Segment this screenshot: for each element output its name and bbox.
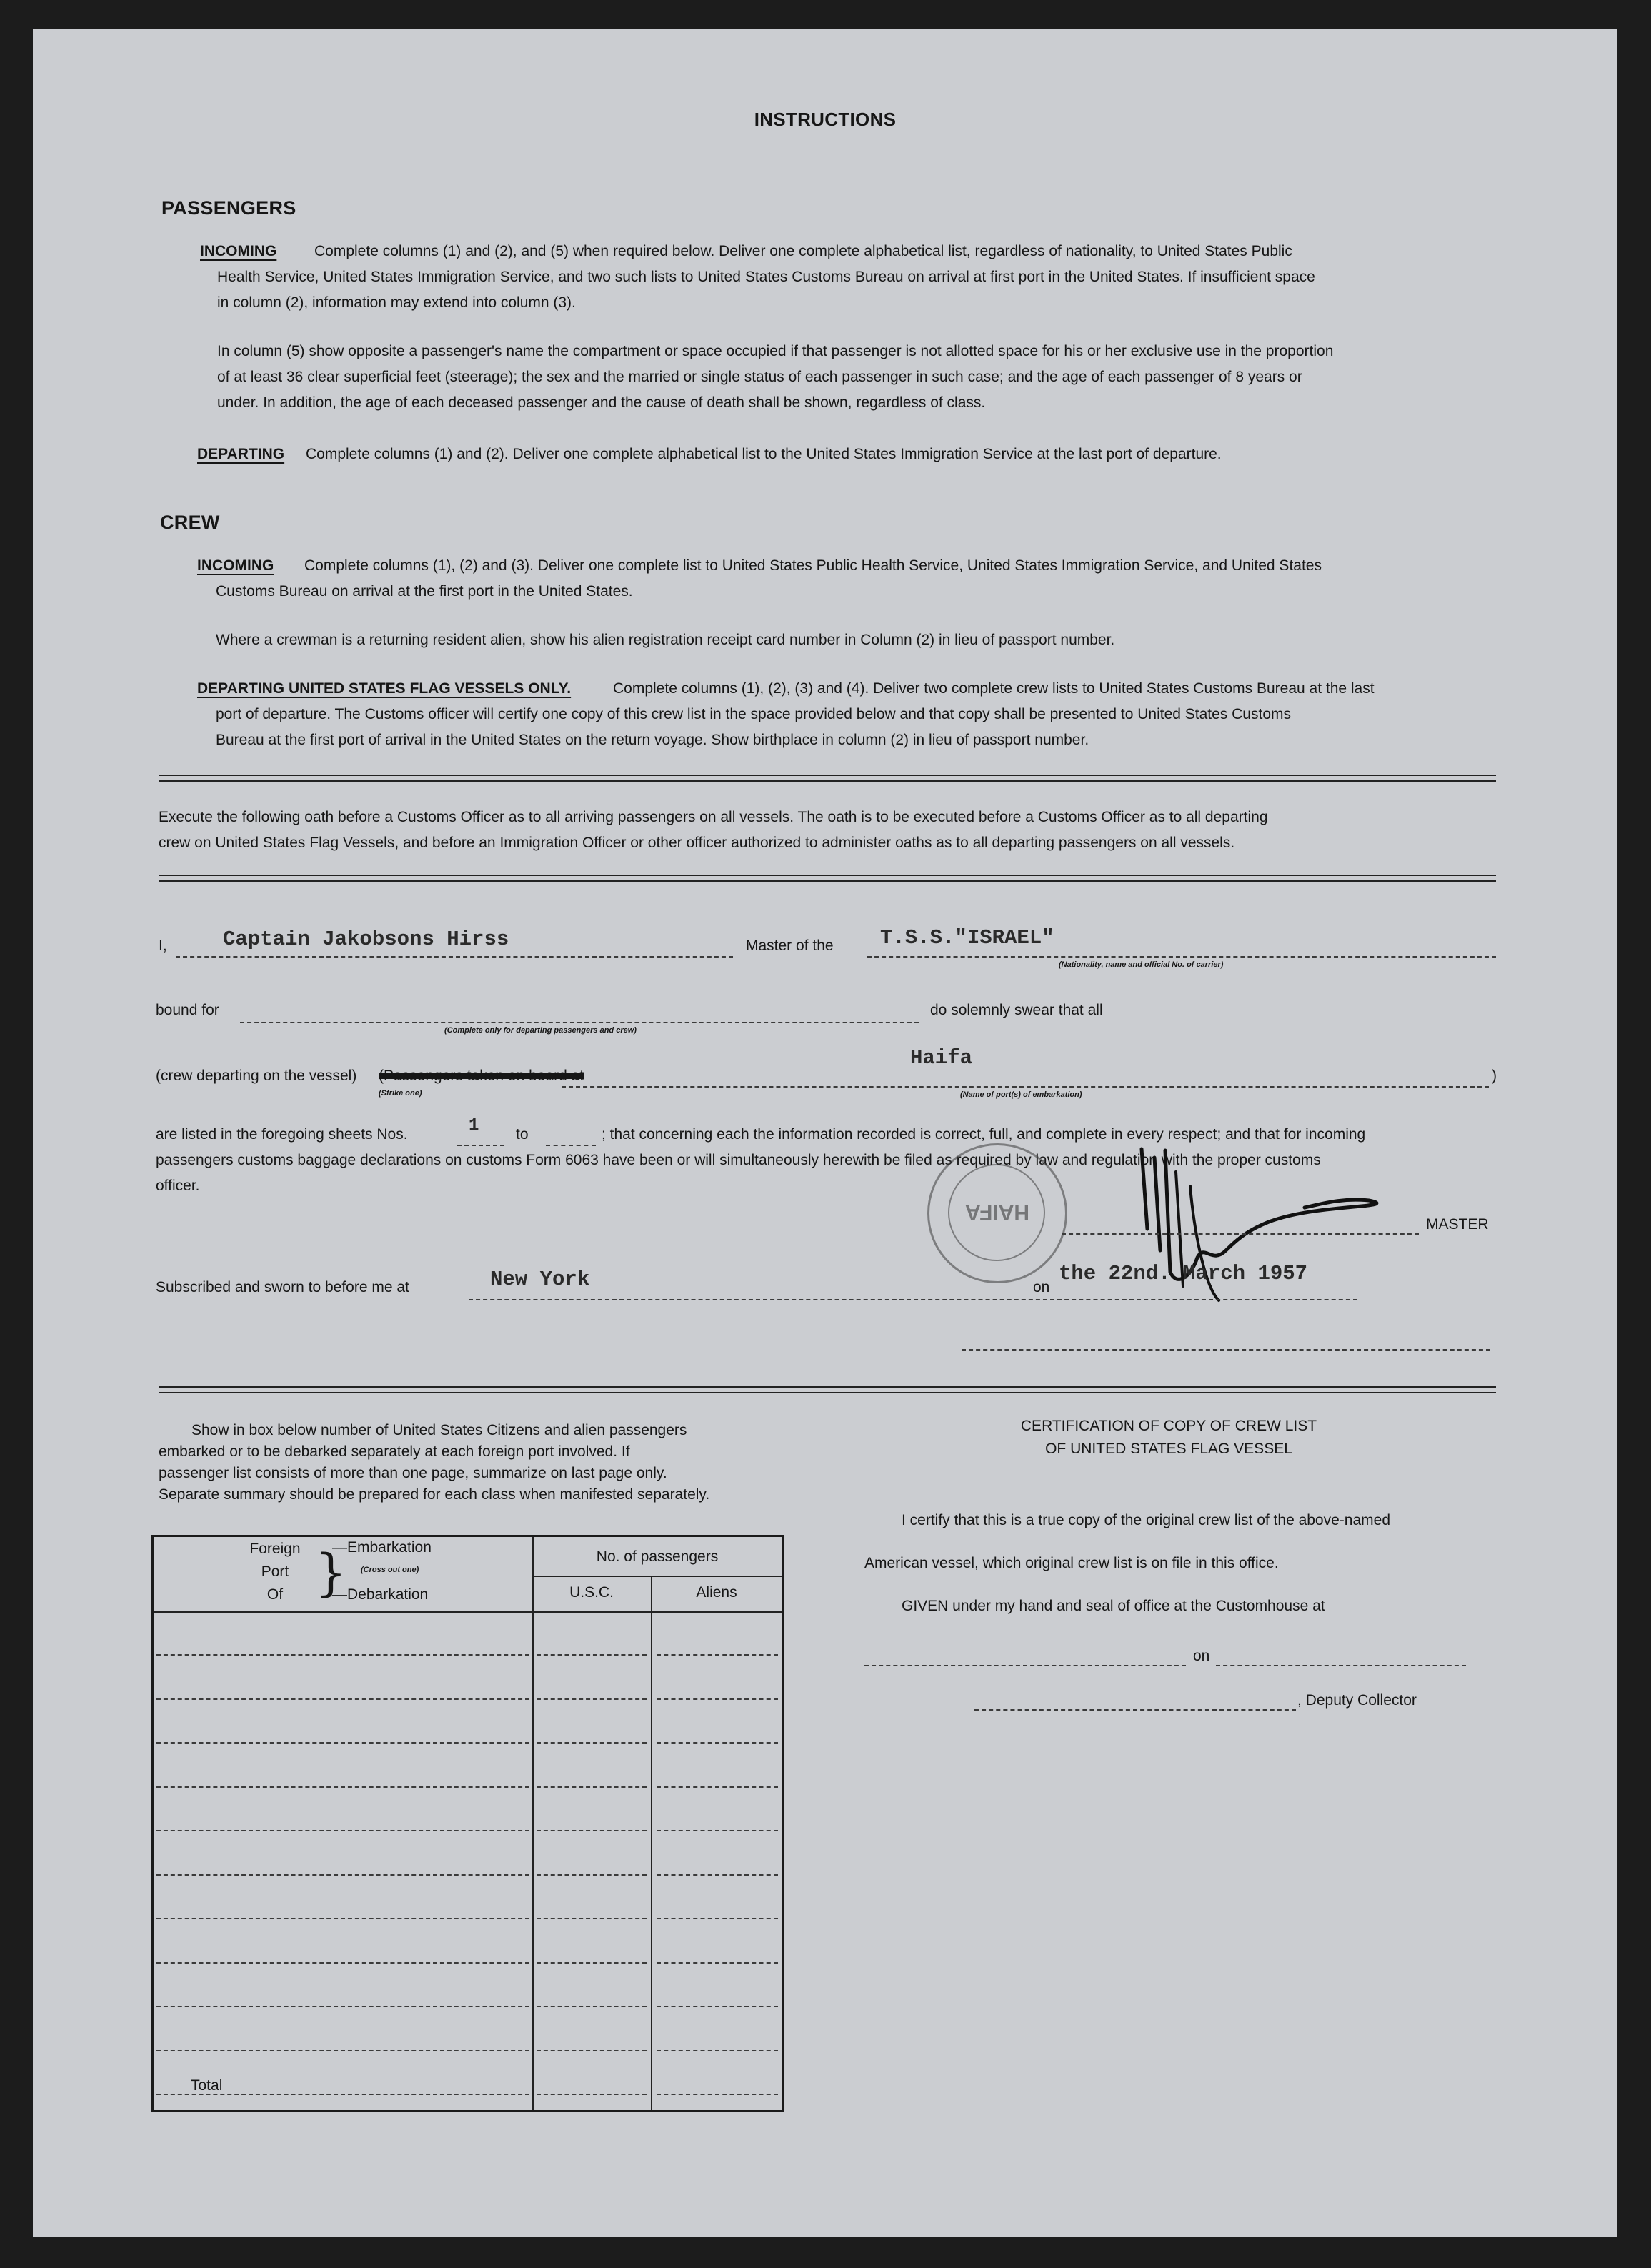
stamp-text: HAIFA (965, 1200, 1029, 1224)
sworn-date-value: the 22nd. March 1957 (1059, 1262, 1308, 1285)
certification-title-line2: OF UNITED STATES FLAG VESSEL (1045, 1441, 1292, 1457)
table-row-line (657, 1654, 778, 1656)
sheets-label: are listed in the foregoing sheets Nos. (156, 1126, 408, 1143)
table-row-line (156, 1698, 529, 1700)
table-header-debarkation: —Debarkation (332, 1586, 429, 1603)
sworn-date-line (1057, 1299, 1357, 1300)
oath-line2: passengers customs baggage declarations on customs Form 6063 have been or will simultaneously herewith be filed as required by law and regulation with the proper customs (156, 1152, 1321, 1168)
subscribed-label: Subscribed and sworn to before me at (156, 1279, 409, 1295)
passengers-departing-text: Complete columns (1) and (2). Deliver one complete alphabetical list to the United States Immigration Service at the last port of departure. (306, 446, 1222, 462)
customhouse-line (864, 1665, 1186, 1666)
vessel-line (867, 956, 1496, 958)
table-row-line (657, 1830, 778, 1831)
passengers-incoming-line2: Health Service, United States Immigration Service, and two such lists to United States Customs Bureau on arrival at first port in the United States. If insufficient space (217, 269, 1315, 285)
swear-label: do solemnly swear that all (930, 1002, 1103, 1018)
sworn-place-value: New York (490, 1268, 590, 1291)
table-row-line (156, 1830, 529, 1831)
sheet-from-line (457, 1145, 504, 1146)
summary-line1: Show in box below number of United States Citizens and alien passengers (191, 1422, 687, 1438)
summary-line2: embarked or to be debarked separately at each foreign port involved. If (159, 1443, 630, 1460)
table-row-line (537, 1962, 647, 1964)
passengers-heading: PASSENGERS (161, 197, 296, 219)
certification-title-line1: CERTIFICATION OF COPY OF CREW LIST (1020, 1418, 1317, 1434)
deputy-collector-line (974, 1709, 1296, 1711)
close-paren: ) (1492, 1068, 1497, 1084)
certification-line2: American vessel, which original crew list is on file in this office. (864, 1555, 1279, 1571)
divider-rule (159, 875, 1496, 882)
table-row-line (537, 1698, 647, 1700)
table-row-line (537, 1874, 647, 1876)
table-row-line (537, 2006, 647, 2007)
divider-rule (159, 775, 1496, 782)
table-row-line (657, 2006, 778, 2007)
table-row-line (657, 1918, 778, 1919)
summary-line4: Separate summary should be prepared for each class when manifested separately. (159, 1486, 710, 1503)
instructions-title: INSTRUCTIONS (754, 109, 897, 130)
table-header-port: Port (261, 1563, 289, 1580)
divider-rule (159, 1386, 1496, 1393)
table-row-line (657, 1962, 778, 1964)
table-header-no-passengers: No. of passengers (596, 1548, 719, 1565)
passengers-departing-label: DEPARTING (197, 446, 285, 462)
bound-caption: (Complete only for departing passengers and crew) (444, 1026, 637, 1035)
customs-seal-stamp (927, 1143, 1067, 1283)
bound-line (240, 1022, 919, 1023)
certification-line3: GIVEN under my hand and seal of office at the Customhouse at (902, 1598, 1325, 1614)
struck-option: (Passengers taken on board at (379, 1068, 584, 1084)
strike-caption: (Strike one) (379, 1089, 422, 1098)
table-row-line (537, 1830, 647, 1831)
table-header-foreign: Foreign (249, 1541, 301, 1557)
vessel-caption: (Nationality, name and official No. of carrier) (1059, 960, 1224, 969)
to-label: to (516, 1126, 529, 1143)
vessel-value: T.S.S."ISRAEL" (880, 926, 1054, 950)
deputy-collector-label: , Deputy Collector (1297, 1692, 1417, 1709)
table-row-line (657, 1874, 778, 1876)
brace-glyph: } (315, 1543, 347, 1602)
table-row-line (537, 2050, 647, 2051)
table-row-line (156, 2006, 529, 2007)
table-row-line (156, 2050, 529, 2051)
table-header-aliens: Aliens (696, 1584, 737, 1601)
crew-resident-text: Where a crewman is a returning resident alien, show his alien registration receipt card number in Column (2) in lieu of passport number. (216, 632, 1115, 648)
crew-departing-label: DEPARTING UNITED STATES FLAG VESSELS ONLY. (197, 680, 572, 697)
oath-intro-line1: Execute the following oath before a Customs Officer as to all arriving passengers on all vessels. The oath is to be executed before a Customs Officer as to all departing (159, 809, 1268, 825)
oath-intro-line2: crew on United States Flag Vessels, and before an Immigration Officer or other officer authorized to administer oaths as to all departing passengers on all vessels. (159, 835, 1235, 851)
master-name-value: Captain Jakobsons Hirss (223, 927, 509, 951)
table-header-of: Of (266, 1586, 284, 1603)
document-page (33, 29, 1617, 2237)
table-row-line (156, 1742, 529, 1744)
master-label: MASTER (1426, 1216, 1489, 1233)
crew-departing-line2: port of departure. The Customs officer will certify one copy of this crew list in the space provided below and that copy shall be presented to United States Customs (216, 706, 1291, 722)
table-header-embarkation: —Embarkation (332, 1539, 432, 1556)
table-row-line (657, 1786, 778, 1788)
port-caption: (Name of port(s) of embarkation) (960, 1090, 1082, 1099)
passengers-incoming-label: INCOMING (200, 243, 277, 259)
crew-departing-line3: Bureau at the first port of arrival in the United States on the return voyage. Show birthplace in column (2) in lieu of passport number. (216, 732, 1089, 748)
passengers-incoming-line3: in column (2), information may extend into column (3). (217, 294, 576, 311)
table-row-line (156, 1874, 529, 1876)
port-value: Haifa (910, 1046, 973, 1070)
table-row-line (657, 2094, 778, 2095)
crew-incoming-line2: Customs Bureau on arrival at the first port in the United States. (216, 583, 633, 600)
certification-line1: I certify that this is a true copy of the original crew list of the above-named (902, 1512, 1390, 1528)
crew-departing-line1: Complete columns (1), (2), (3) and (4). Deliver two complete crew lists to United States Customs Bureau at the last (613, 680, 1375, 697)
passengers-col5-line1: In column (5) show opposite a passenger's name the compartment or space occupied if that passenger is not allotted space for his or her exclusive use in the proportion (217, 343, 1334, 359)
table-row-line (156, 1654, 529, 1656)
on-label: on (1033, 1279, 1050, 1295)
oath-line3: officer. (156, 1178, 200, 1194)
table-row-line (537, 2094, 647, 2095)
crew-departing-label: (crew departing on the vessel) (156, 1068, 357, 1084)
sheets-rest: ; that concerning each the information recorded is correct, full, and complete in every respect; and that for incoming (602, 1126, 1366, 1143)
table-total-label: Total (191, 2077, 223, 2094)
passenger-summary-table (151, 1535, 784, 2112)
certification-on-label: on (1193, 1648, 1210, 1664)
table-row-line (537, 1654, 647, 1656)
sheet-to-line (546, 1145, 596, 1146)
crew-heading: CREW (160, 512, 220, 533)
table-row-line (537, 1742, 647, 1744)
crew-incoming-label: INCOMING (197, 557, 274, 574)
passengers-incoming-line1: Complete columns (1) and (2), and (5) when required below. Deliver one complete alphabetical list, regardless of nationality, to United States Public (314, 243, 1292, 259)
officer-signature-line (962, 1349, 1490, 1351)
master-signature-line (1062, 1233, 1419, 1235)
passengers-col5-line3: under. In addition, the age of each deceased passenger and the cause of death shall be shown, regardless of class. (217, 394, 986, 411)
master-of-label: Master of the (746, 937, 834, 954)
sheet-from-value: 1 (469, 1116, 479, 1135)
table-header-cross-out: (Cross out one) (361, 1566, 419, 1574)
master-name-line (176, 956, 733, 958)
table-row-line (156, 1786, 529, 1788)
passengers-col5-line2: of at least 36 clear superficial feet (steerage); the sex and the married or single status of each passenger in such case; and the age of each passenger of 8 years or (217, 369, 1302, 385)
crew-incoming-line1: Complete columns (1), (2) and (3). Deliver one complete list to United States Public Health Service, United States Immigration Service, and United States (304, 557, 1322, 574)
table-row-line (156, 1918, 529, 1919)
sworn-place-line (469, 1299, 1054, 1300)
table-row-line (156, 1962, 529, 1964)
table-row-line (537, 1918, 647, 1919)
oath-i-label: I, (159, 937, 167, 954)
table-header-usc: U.S.C. (569, 1584, 614, 1601)
table-row-line (657, 2050, 778, 2051)
port-line (562, 1086, 1489, 1088)
table-row-line (537, 1786, 647, 1788)
bound-label: bound for (156, 1002, 219, 1018)
table-row-line (657, 1698, 778, 1700)
summary-line3: passenger list consists of more than one page, summarize on last page only. (159, 1465, 667, 1481)
table-row-line (657, 1742, 778, 1744)
certification-date-line (1216, 1665, 1466, 1666)
